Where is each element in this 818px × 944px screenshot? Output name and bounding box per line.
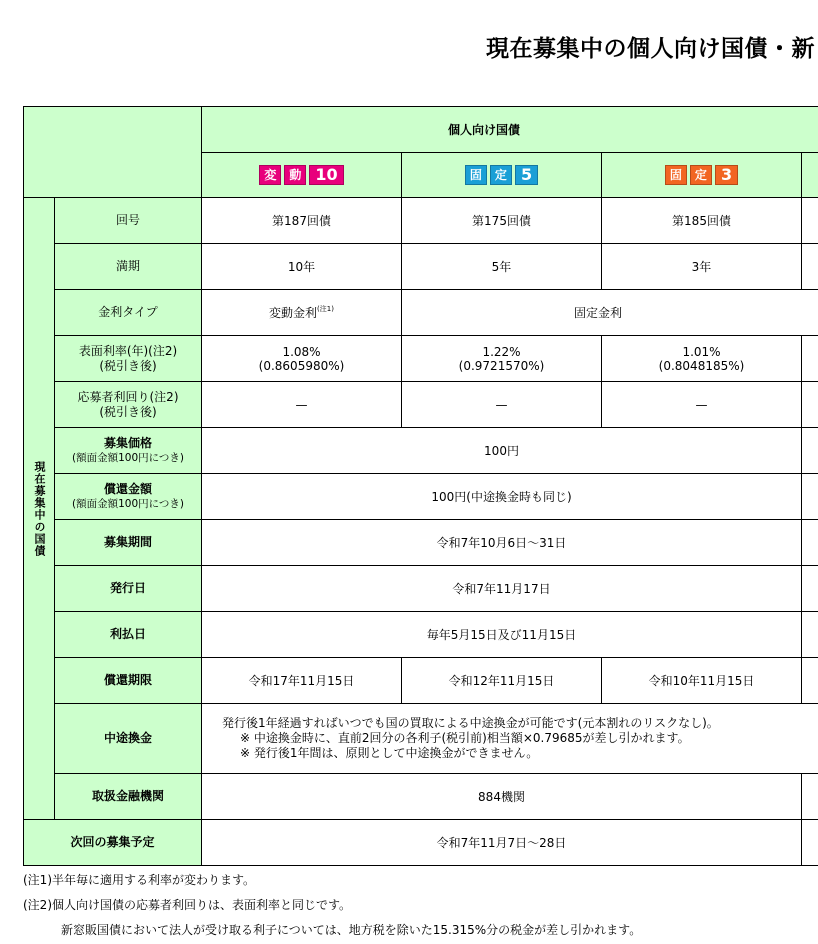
redemption-value: 100円(中途換金時も同じ) xyxy=(202,474,802,520)
early-line2: ※ 中途換金時に、直前2回分の各利子(税引前)相当額×0.79685が差し引かれます。 xyxy=(240,731,690,745)
coupon-extra xyxy=(802,336,818,382)
badge-kotei3-num: 3 xyxy=(715,165,738,185)
rate-type-floating xyxy=(202,290,402,336)
yield-kotei5: — xyxy=(402,382,602,428)
issue-date-value: 令和7年11月17日 xyxy=(202,566,802,612)
badge-hendo10-char1: 変 xyxy=(259,165,281,185)
badge-kotei3-char1: 固 xyxy=(665,165,687,185)
jgb-table xyxy=(23,106,818,866)
issue-no-kotei5: 第175回債 xyxy=(402,198,602,244)
row-label-redemption xyxy=(55,474,202,520)
yield-hendo10: — xyxy=(202,382,402,428)
badge-hendo10-num: 10 xyxy=(309,165,343,185)
price-value: 100円 xyxy=(202,428,802,474)
note-1: (注1)半年毎に適用する利率が変わります。 xyxy=(23,873,256,887)
coupon-kotei3-net: (0.8048185%) xyxy=(658,358,745,373)
coupon-hendo10-rate: 1.08% xyxy=(282,344,321,359)
maturity-date-hendo10: 令和17年11月15日 xyxy=(202,658,402,704)
badge-kotei3-char2: 定 xyxy=(690,165,712,185)
maturity-date-kotei5: 令和12年11月15日 xyxy=(402,658,602,704)
row-label-price xyxy=(55,428,202,474)
redemption-label-line1: 償還金額 xyxy=(103,481,152,496)
row-label-coupon xyxy=(55,336,202,382)
period-extra xyxy=(802,520,818,566)
yield-label-line1: 応募者利回り(注2) xyxy=(77,389,179,404)
row-label-next: 次回の募集予定 xyxy=(24,820,202,866)
badge-kotei5 xyxy=(465,165,538,185)
badge-cell-hendo10 xyxy=(202,153,402,198)
next-value: 令和7年11月7日〜28日 xyxy=(202,820,802,866)
note-3: 新窓販国債において法人が受け取る利子については、地方税を除いた15.315%分の税金が差し引かれます。 xyxy=(61,923,642,937)
side-label-cell xyxy=(24,198,55,820)
coupon-kotei3-rate: 1.01% xyxy=(682,344,721,359)
badge-hendo10 xyxy=(259,165,343,185)
price-label-line1: 募集価格 xyxy=(103,435,152,450)
coupon-label-line1: 表面利率(年)(注2) xyxy=(78,343,178,358)
early-value xyxy=(202,704,818,774)
maturity-date-kotei3: 令和10年11月15日 xyxy=(602,658,802,704)
early-line3: ※ 発行後1年間は、原則として中途換金ができません。 xyxy=(240,746,539,760)
maturity-hendo10: 10年 xyxy=(202,244,402,290)
row-label-yield xyxy=(55,382,202,428)
row-label-institutions: 取扱金融機関 xyxy=(55,774,202,820)
rate-type-floating-text: 変動金利 xyxy=(269,306,318,320)
institutions-extra xyxy=(802,774,818,820)
maturity-extra xyxy=(802,244,818,290)
coupon-hendo10-net: (0.8605980%) xyxy=(258,358,345,373)
row-label-maturity-date: 償還期限 xyxy=(55,658,202,704)
badge-kotei5-char1: 固 xyxy=(465,165,487,185)
page-title: 現在募集中の個人向け国債・新 xyxy=(486,36,815,62)
badge-kotei3 xyxy=(665,165,738,185)
rate-type-fixed: 固定金利 xyxy=(402,290,818,336)
group-header: 個人向け国債 xyxy=(202,107,818,153)
yield-label-line2: (税引き後) xyxy=(99,404,157,419)
row-label-early: 中途換金 xyxy=(55,704,202,774)
badge-kotei5-char2: 定 xyxy=(490,165,512,185)
issue-no-hendo10: 第187回債 xyxy=(202,198,402,244)
period-value: 令和7年10月6日〜31日 xyxy=(202,520,802,566)
row-label-issue-no: 回号 xyxy=(55,198,202,244)
row-label-period: 募集期間 xyxy=(55,520,202,566)
institutions-value: 884機関 xyxy=(202,774,802,820)
price-extra xyxy=(802,428,818,474)
coupon-kotei5 xyxy=(402,336,602,382)
badge-cell-kotei3 xyxy=(602,153,802,198)
badge-cell-extra xyxy=(802,153,818,198)
coupon-kotei5-net: (0.9721570%) xyxy=(458,358,545,373)
interest-date-extra xyxy=(802,612,818,658)
row-label-maturity: 満期 xyxy=(55,244,202,290)
notes xyxy=(23,868,641,943)
coupon-hendo10 xyxy=(202,336,402,382)
badge-cell-kotei5 xyxy=(402,153,602,198)
yield-extra xyxy=(802,382,818,428)
rate-type-floating-note: (注1) xyxy=(317,305,334,313)
early-line1: 発行後1年経過すればいつでも国の買取による中途換金が可能です(元本割れのリスクなし)。 xyxy=(222,716,719,730)
issue-no-kotei3: 第185回債 xyxy=(602,198,802,244)
note-2: (注2)個人向け国債の応募者利回りは、表面利率と同じです。 xyxy=(23,898,352,912)
price-label-line2: (額面金額100円につき) xyxy=(71,451,185,464)
maturity-kotei3: 3年 xyxy=(602,244,802,290)
coupon-kotei3 xyxy=(602,336,802,382)
redemption-label-line2: (額面金額100円につき) xyxy=(71,497,185,510)
redemption-extra xyxy=(802,474,818,520)
coupon-kotei5-rate: 1.22% xyxy=(482,344,521,359)
badge-hendo10-char2: 動 xyxy=(284,165,306,185)
issue-date-extra xyxy=(802,566,818,612)
maturity-kotei5: 5年 xyxy=(402,244,602,290)
row-label-rate-type: 金利タイプ xyxy=(55,290,202,336)
corner-cell xyxy=(24,107,202,198)
yield-kotei3: — xyxy=(602,382,802,428)
next-extra xyxy=(802,820,818,866)
interest-date-value: 毎年5月15日及び11月15日 xyxy=(202,612,802,658)
row-label-interest-date: 利払日 xyxy=(55,612,202,658)
maturity-date-extra xyxy=(802,658,818,704)
coupon-label-line2: (税引き後) xyxy=(99,358,157,373)
badge-kotei5-num: 5 xyxy=(515,165,538,185)
issue-no-extra xyxy=(802,198,818,244)
row-label-issue-date: 発行日 xyxy=(55,566,202,612)
side-label: 現在募集中の国債 xyxy=(33,460,46,557)
